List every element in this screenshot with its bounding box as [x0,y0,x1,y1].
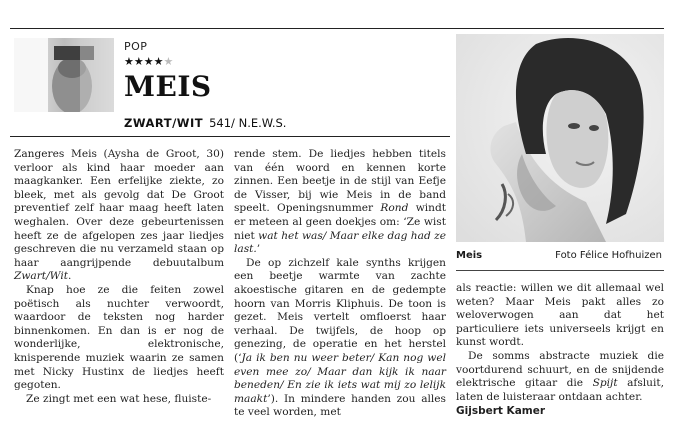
photo-caption [456,250,664,264]
artist-photo [456,34,664,242]
paragraph: als reactie: willen we dit allemaal wel weten? Maar Meis pakt alles zo weloverwogen aan dat het particuliere iets universeels krijgt en kunst wordt. [456,282,664,349]
article-column-1 [14,148,224,406]
lyric-quote: wat het was/ Maar elke dag had ze last. [234,229,446,256]
lyric-quote: Ja ik ben nu weer beter/ Kan nog wel even mee zo/ Maar dan kijk ik naar beneden/ En zie ik iets wat mij zo lelijk maakt [234,351,446,405]
caption-name: Meis [456,250,483,261]
paragraph-text: windt er meteen al geen doekjes om: ‘Ze wist niet [234,202,447,242]
song-reference: Rond [380,202,409,215]
rating-stars [124,55,173,68]
paragraph-text: rende stem. De liedjes hebben titels van één woord en kennen korte zinnen. Een beetje in de stijl van Eefje de Visser, bij wie Meis in de band speelt. Openingsnummer [234,148,446,215]
paragraph-text: ’ [256,243,261,256]
paragraph [14,148,224,284]
star-icon: ★ [133,55,144,68]
photo-credit: Foto Félice Hofhuizen [555,250,662,261]
paragraph-text: De somms abstracte muziek die voortdurend schuurt, en de snijdende elektrische gitaar die [456,349,664,390]
paragraph-text: ’). In mindere handen zou alles te veel worden, met [234,392,446,419]
star-icon: ★ [153,55,164,68]
paragraph-text: Zangeres Meis (Aysha de Groot, 30) verloor als kind haar moeder aan maagkanker. Een erfelijke ziekte, zo bleek, met als gevolg dat De Groot preventief zelf haar maag heeft laten weghalen. Over deze gebeurtenissen heeft ze de afgelopen zes jaar liedjes geschreven die nu verzameld staan op haar aangrijpende debuutalbum [14,148,224,269]
author-name: Gijsbert Kamer [456,405,546,418]
paragraph-text: . [67,270,72,283]
article-column-3 [456,282,664,419]
album-reference: Zwart/Wit [14,270,68,283]
album-cover-image [14,38,114,112]
album-line [124,116,286,130]
caption-rule [456,270,664,271]
paragraph: Knap hoe ze die feiten zowel poëtisch als nuchter verwoordt, waardoor de teksten nog harder binnenkomen. En dan is er nog de wonderlijke, elektronische, knisperende muziek waarin ze samen met Nicky Hustinx de liedjes heeft gegoten. [14,283,224,392]
artist-title: MEIS [124,70,212,103]
star-icon: ★ [143,55,154,68]
paragraph: Ze zingt met een wat hese, fluiste- [26,392,212,405]
article-column-2 [234,148,446,420]
star-icon: ★ [124,55,134,68]
album-title: ZWART/WIT [124,116,204,130]
record-label: 541/ N.E.W.S. [209,116,287,130]
section-rule [10,136,450,137]
paragraph [456,350,664,404]
star-empty-icon: ★ [163,55,174,68]
paragraph [234,257,446,420]
paragraph-text: De op zichzelf kale synths krijgen een beetje warmte van zachte akoestische gitaren en de gedempte hoorn van Morris Kliphuis. De toon is gezet. Meis vertelt omfloerst haar verhaal. De twijfels, de hoop op genezing, de operatie en het herstel (‘ [234,256,446,364]
top-rule [10,28,664,29]
paragraph-text: afsluit, laten de luisteraar ontdaan achter. [456,377,665,403]
paragraph [234,148,446,257]
song-reference: Spijt [592,377,618,390]
genre-label: POP [124,40,148,53]
